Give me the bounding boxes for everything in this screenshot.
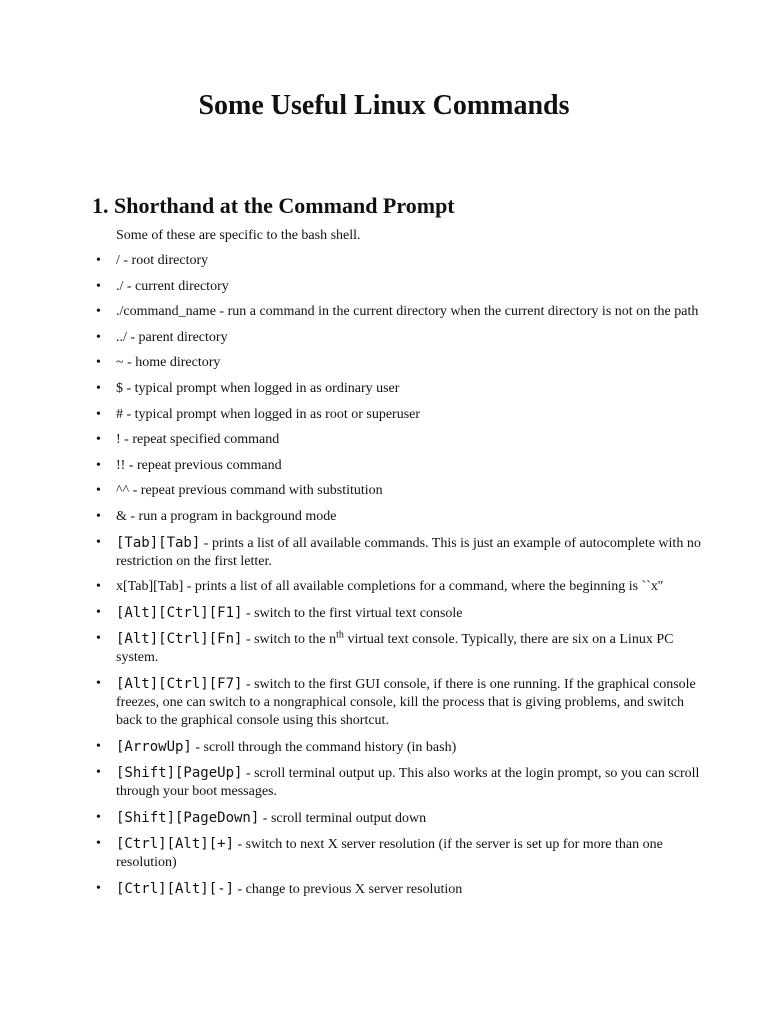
bullet-marker: • bbox=[96, 380, 101, 396]
list-item bbox=[96, 354, 706, 372]
list-item bbox=[96, 303, 706, 321]
list-item bbox=[96, 809, 706, 828]
list-item bbox=[96, 380, 706, 398]
list-item bbox=[96, 252, 706, 270]
list-item bbox=[96, 880, 706, 899]
bullet-marker: • bbox=[96, 329, 101, 345]
item-text: x[Tab][Tab] - prints a list of all available completions for a command, where the beginning is ``x'' bbox=[116, 579, 663, 595]
list-item bbox=[96, 508, 706, 526]
item-text: - switch to next X server resolution (if the server is set up for more than one resolution) bbox=[116, 837, 663, 871]
item-text: / - root directory bbox=[116, 253, 209, 268]
item-text: - switch to the n bbox=[242, 632, 337, 648]
item-text: - prints a list of all available commands. This is just an example of autocomplete with no restriction on the first letter. bbox=[116, 535, 701, 569]
key-combination: [Alt][Ctrl][Fn] bbox=[116, 631, 243, 648]
item-text: # - typical prompt when logged in as root or superuser bbox=[116, 406, 421, 422]
bullet-marker: • bbox=[96, 355, 101, 371]
key-combination: [Shift][PageUp] bbox=[116, 765, 243, 782]
bullet-marker: • bbox=[96, 579, 101, 595]
item-text: - scroll through the command history (in bash) bbox=[191, 739, 457, 755]
list-item bbox=[96, 431, 706, 449]
item-text: - change to previous X server resolution bbox=[234, 881, 463, 897]
item-text: ../ - parent directory bbox=[116, 329, 228, 345]
item-text: & - run a program in background mode bbox=[116, 508, 337, 524]
list-item bbox=[96, 764, 706, 801]
item-text: ./command_name - run a command in the current directory when the current directory is not on the path bbox=[116, 304, 699, 320]
key-combination: [Ctrl][Alt][-] bbox=[116, 880, 235, 897]
item-text: $ - typical prompt when logged in as ordinary user bbox=[116, 380, 400, 396]
bullet-marker: • bbox=[96, 534, 101, 550]
key-combination: [Tab][Tab] bbox=[116, 534, 201, 551]
item-text: - switch to the first virtual text console bbox=[242, 605, 463, 621]
list-item bbox=[96, 406, 706, 424]
bullet-marker: • bbox=[96, 836, 101, 852]
command-list bbox=[96, 252, 706, 906]
bullet-marker: • bbox=[96, 765, 101, 781]
bullet-marker: • bbox=[96, 432, 101, 448]
key-combination: [Alt][Ctrl][F7] bbox=[116, 675, 243, 692]
bullet-marker: • bbox=[96, 675, 101, 691]
item-text: - scroll terminal output up. This also works at the login prompt, so you can scroll through your boot messages. bbox=[116, 766, 700, 800]
key-combination: [Shift][PageDown] bbox=[116, 809, 260, 826]
key-combination: [Alt][Ctrl][F1] bbox=[116, 604, 243, 621]
bullet-marker: • bbox=[96, 253, 101, 268]
list-item bbox=[96, 329, 706, 347]
item-text: ! - repeat specified command bbox=[116, 432, 280, 448]
bullet-marker: • bbox=[96, 483, 101, 499]
list-item bbox=[96, 604, 706, 623]
item-text: virtual text console. Typically, there are six on a Linux PC system. bbox=[116, 632, 674, 666]
item-text: - switch to the first GUI console, if there is one running. If the graphical console freezes, one can switch to a nongraphical console, kill the process that is giving problems, and switch back to the graphical console using this shortcut. bbox=[116, 676, 696, 728]
bullet-marker: • bbox=[96, 604, 101, 620]
key-combination: [ArrowUp] bbox=[116, 738, 192, 755]
bullet-marker: • bbox=[96, 880, 101, 896]
list-item bbox=[96, 629, 706, 667]
list-item bbox=[96, 675, 706, 730]
list-item bbox=[96, 835, 706, 872]
document-title: Some Useful Linux Commands bbox=[198, 90, 570, 121]
bullet-marker: • bbox=[96, 457, 101, 473]
bullet-marker: • bbox=[96, 406, 101, 422]
list-item bbox=[96, 482, 706, 500]
superscript: th bbox=[336, 629, 344, 641]
section-heading: 1. Shorthand at the Command Prompt bbox=[92, 193, 455, 218]
item-text: - scroll terminal output down bbox=[259, 810, 427, 826]
item-text: ^^ - repeat previous command with substitution bbox=[116, 483, 383, 499]
bullet-marker: • bbox=[96, 809, 101, 825]
bullet-marker: • bbox=[96, 738, 101, 754]
list-item bbox=[96, 578, 706, 596]
key-combination: [Ctrl][Alt][+] bbox=[116, 836, 235, 853]
bullet-marker: • bbox=[96, 631, 101, 647]
bullet-marker: • bbox=[96, 508, 101, 524]
list-item bbox=[96, 278, 706, 296]
intro-text: Some of these are specific to the bash shell. bbox=[116, 228, 361, 243]
bullet-marker: • bbox=[96, 304, 101, 320]
item-text: ./ - current directory bbox=[116, 278, 229, 294]
list-item bbox=[96, 457, 706, 475]
list-item bbox=[96, 534, 706, 571]
bullet-marker: • bbox=[96, 278, 101, 294]
item-text: !! - repeat previous command bbox=[116, 457, 282, 473]
item-text: ~ - home directory bbox=[116, 355, 221, 371]
list-item bbox=[96, 738, 706, 757]
